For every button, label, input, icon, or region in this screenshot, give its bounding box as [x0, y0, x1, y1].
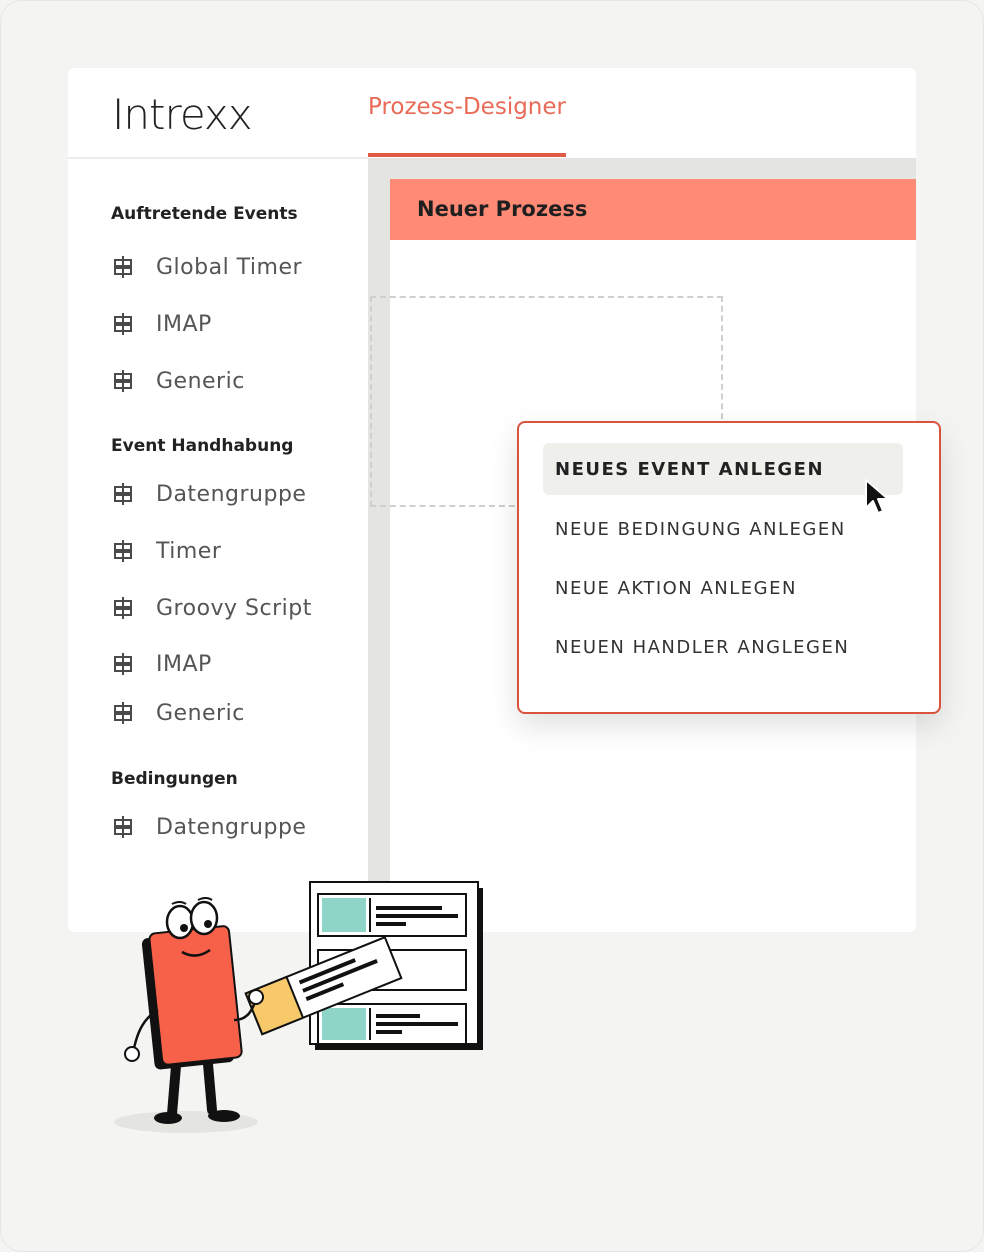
section-title-bedingungen: Bedingungen	[111, 769, 238, 789]
mascot-illustration	[100, 870, 500, 1140]
canvas-header	[390, 179, 916, 240]
sidebar-item-label: Timer	[156, 538, 222, 564]
active-tab-indicator	[368, 153, 566, 157]
sidebar-item-label: Datengruppe	[156, 814, 307, 840]
sidebar-item-datengruppe-bedingung[interactable]	[110, 812, 306, 842]
signpost-icon	[110, 368, 136, 394]
sidebar-item-global-timer[interactable]	[110, 252, 302, 282]
signpost-icon	[110, 595, 136, 621]
app-header	[68, 68, 916, 158]
menu-item-neues-event[interactable]: NEUES EVENT ANLEGEN	[543, 443, 903, 495]
signpost-icon	[110, 481, 136, 507]
sidebar-item-generic-handler[interactable]	[110, 698, 245, 728]
canvas-title: Neuer Prozess	[417, 197, 588, 221]
sidebar-item-label: IMAP	[156, 311, 212, 337]
sidebar-item-label: Generic	[156, 368, 245, 394]
sidebar-item-imap[interactable]	[110, 309, 212, 339]
menu-item-neuen-handler[interactable]: NEUEN HANDLER ANGLEGEN	[555, 636, 850, 658]
sidebar-item-datengruppe[interactable]	[110, 479, 306, 509]
signpost-icon	[110, 254, 136, 280]
sidebar-item-label: Datengruppe	[156, 481, 307, 507]
intrexx-logo: Intrexx	[112, 90, 252, 139]
section-title-auftretende-events: Auftretende Events	[111, 204, 298, 224]
sidebar-item-label: Global Timer	[156, 254, 303, 280]
tab-prozess-designer[interactable]: Prozess-Designer	[368, 94, 566, 120]
mouse-cursor-icon	[864, 478, 892, 518]
signpost-icon	[110, 311, 136, 337]
signpost-icon	[110, 651, 136, 677]
sidebar-item-generic[interactable]	[110, 366, 245, 396]
signpost-icon	[110, 814, 136, 840]
signpost-icon	[110, 538, 136, 564]
context-menu	[517, 421, 941, 714]
sidebar-item-label: Groovy Script	[156, 595, 312, 621]
sidebar-item-label: Generic	[156, 700, 245, 726]
sidebar-item-groovy-script[interactable]	[110, 593, 312, 623]
sidebar	[68, 159, 368, 932]
sidebar-item-timer[interactable]	[110, 536, 221, 566]
sidebar-item-imap-handler[interactable]	[110, 649, 212, 679]
sidebar-item-label: IMAP	[156, 651, 212, 677]
menu-item-neue-aktion[interactable]: NEUE AKTION ANLEGEN	[555, 577, 797, 599]
signpost-icon	[110, 700, 136, 726]
menu-item-neue-bedingung[interactable]: NEUE BEDINGUNG ANLEGEN	[555, 518, 846, 540]
section-title-event-handhabung: Event Handhabung	[111, 436, 294, 456]
